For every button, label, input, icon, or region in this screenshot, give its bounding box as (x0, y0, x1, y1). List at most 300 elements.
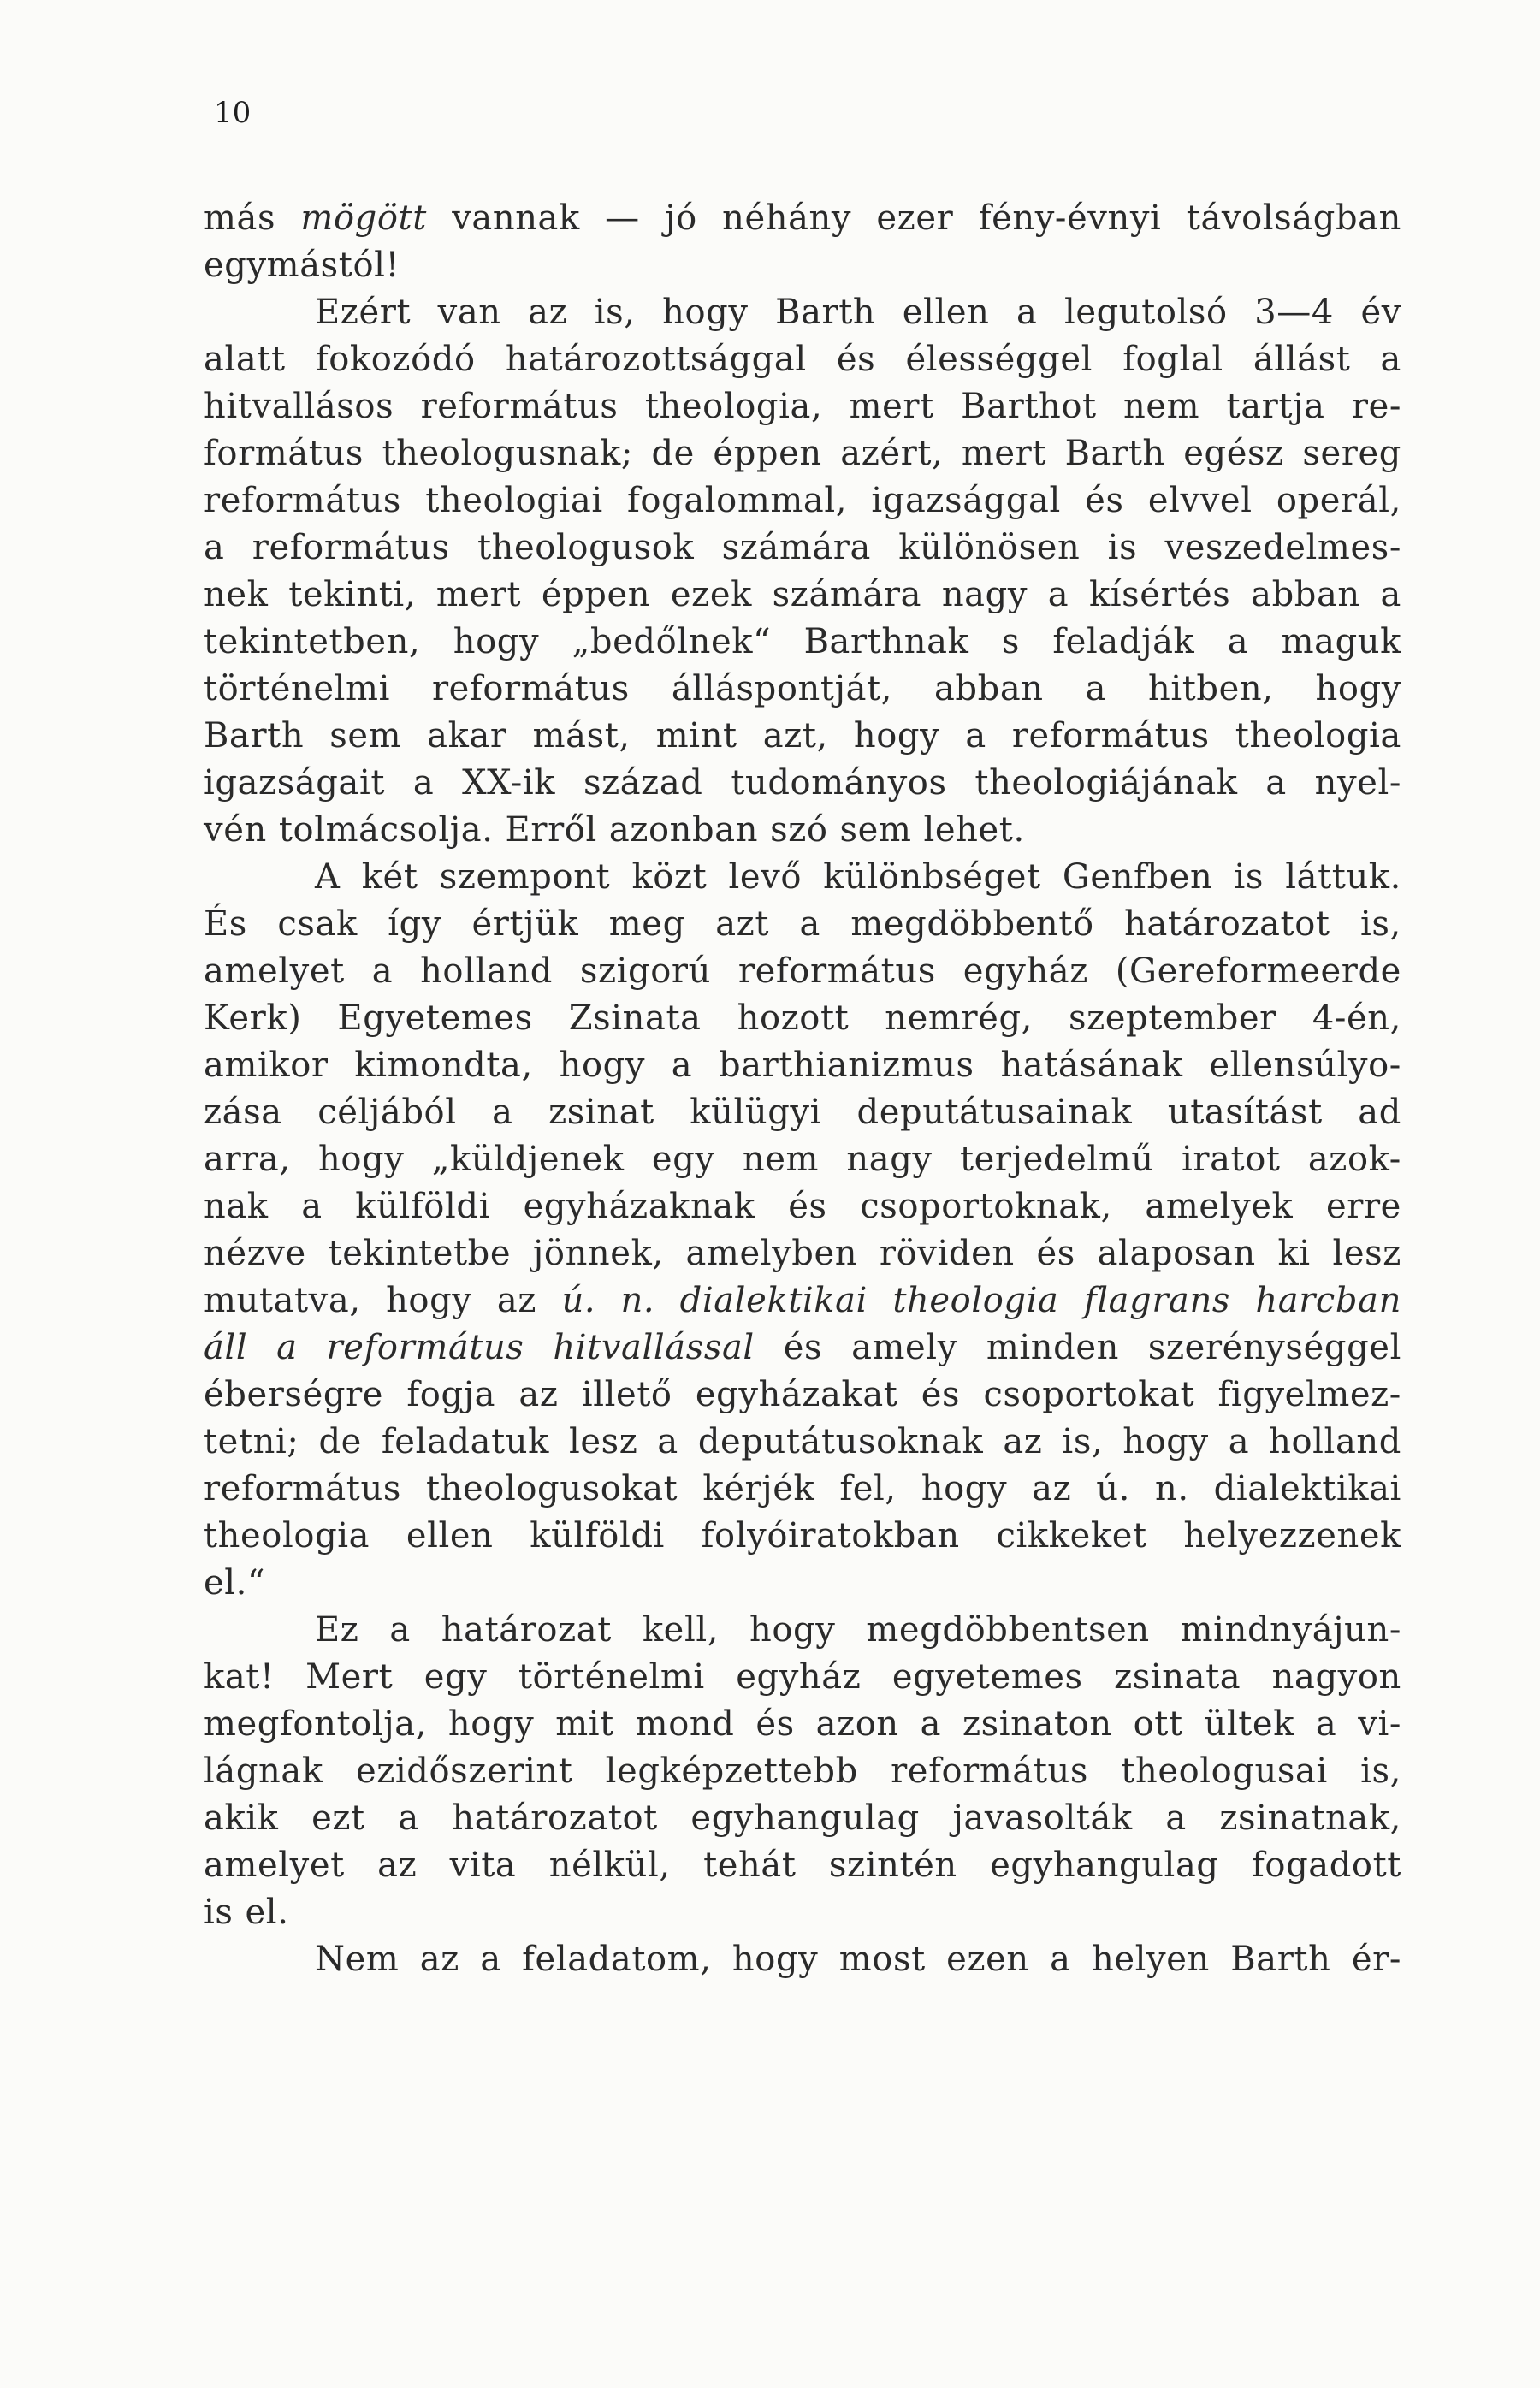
word: az (518, 1375, 559, 1414)
word: zsinatnak, (1219, 1798, 1401, 1838)
word: az (1032, 1469, 1072, 1508)
page-number: 10 (214, 96, 252, 130)
word: Barthnak (803, 622, 969, 661)
italic-word: dialektikai (679, 1281, 868, 1320)
word: zsinata (1114, 1657, 1241, 1697)
text-line (204, 1654, 1401, 1701)
word: megdöbbentsen (866, 1610, 1150, 1650)
word: így (388, 904, 442, 944)
word: mert (849, 387, 934, 426)
word: szeptember (1068, 998, 1276, 1038)
word: tekintetben, (204, 622, 421, 661)
word: theologiai (425, 481, 603, 520)
word: ellensúlyo- (1209, 1046, 1401, 1085)
word: legutolsó (1063, 293, 1228, 332)
text-line (204, 1089, 1401, 1136)
word: kísértés (1088, 575, 1231, 614)
word: akar (427, 716, 507, 756)
text-line (204, 901, 1401, 948)
word: fogadott (1251, 1846, 1401, 1885)
word: dialektikai (1213, 1469, 1401, 1508)
word: református (204, 481, 401, 520)
word: református (420, 387, 619, 426)
word: s (1001, 622, 1020, 661)
word: nézve (204, 1234, 306, 1273)
text-line (204, 995, 1401, 1042)
word: nek (204, 575, 269, 614)
text-line (204, 383, 1401, 430)
word: abban (933, 669, 1044, 708)
word: egyetemes (891, 1657, 1083, 1697)
text-line (204, 1795, 1401, 1842)
word: is, (1360, 904, 1401, 944)
word: ellen (902, 293, 990, 332)
word: a (492, 1093, 513, 1132)
word: nélkül, (548, 1846, 671, 1885)
word: ezen (946, 1940, 1029, 1979)
word: Egyetemes (337, 998, 533, 1038)
word: feladatom, (522, 1940, 712, 1979)
word: határozatot (452, 1798, 658, 1838)
word: Barthot (961, 387, 1097, 426)
word: hogy (732, 1940, 819, 1979)
word: is, (594, 293, 636, 332)
text-line (204, 1748, 1401, 1795)
word: igazsággal (871, 481, 1061, 520)
word: operál, (1276, 481, 1401, 520)
word: jönnek, (532, 1234, 664, 1273)
word: a (1165, 1798, 1187, 1838)
word: lehet. (923, 810, 1025, 850)
word: a (1315, 1704, 1337, 1744)
word: sem (839, 810, 912, 850)
word: hogy (662, 293, 749, 332)
word: megfontolja, (204, 1704, 427, 1744)
word: legképzettebb (605, 1751, 858, 1791)
word: hozott (737, 998, 850, 1038)
word: egy (651, 1140, 715, 1179)
word: és (836, 340, 876, 379)
word: külföldi (355, 1187, 490, 1226)
word: theologia (204, 1516, 370, 1555)
word: református (431, 669, 630, 708)
word: hogy (853, 716, 940, 756)
word: is, (1360, 1751, 1401, 1791)
word: maguk (1281, 622, 1401, 661)
word: theologiájának (974, 763, 1238, 803)
word: egyház (736, 1657, 862, 1697)
text-line (204, 713, 1401, 760)
word: az (1003, 1422, 1043, 1461)
word: veszedelmes- (1164, 528, 1401, 567)
word: amelyek (1145, 1187, 1294, 1226)
word: fokozódó (315, 340, 476, 379)
word: értjük (471, 904, 579, 944)
text-line (204, 1513, 1401, 1560)
word: figyelmez- (1217, 1375, 1401, 1414)
word: sereg (1302, 434, 1401, 473)
word: tolmácsolja. (278, 810, 494, 850)
word: theologusnak; (382, 434, 633, 473)
word: külföldi (530, 1516, 665, 1555)
word: láttuk. (1285, 857, 1401, 897)
word: a (965, 716, 986, 756)
word: holland (420, 951, 553, 991)
word: szempont (439, 857, 611, 897)
italic-word: theologia (892, 1281, 1059, 1320)
word: és (1085, 481, 1124, 520)
word: nemrég, (885, 998, 1033, 1038)
text-line (204, 430, 1401, 477)
italic-word: hitvallással (553, 1328, 755, 1367)
word: formátus (204, 434, 364, 473)
word: theologia (1235, 716, 1401, 756)
word: theologusok (477, 528, 695, 567)
text-line (204, 1419, 1401, 1466)
word: vannak (452, 199, 580, 238)
word: az (419, 1940, 459, 1979)
text-line (204, 1324, 1401, 1372)
word: feladják (1052, 622, 1195, 661)
word: éberségre (204, 1375, 384, 1414)
word: a (371, 951, 394, 991)
word: ki (1277, 1234, 1311, 1273)
word: szigorú (579, 951, 711, 991)
text-line (204, 854, 1401, 901)
word: tetni; (204, 1422, 299, 1461)
word: röviden (879, 1234, 1015, 1273)
word: 4-én, (1312, 998, 1401, 1038)
word: szintén (828, 1846, 957, 1885)
word: iratot (1181, 1140, 1281, 1179)
word: élességgel (905, 340, 1093, 379)
word: alaposan (1097, 1234, 1256, 1273)
word: ezer (876, 199, 954, 238)
text-line (204, 807, 1401, 854)
text-line (204, 572, 1401, 619)
word: azért, (840, 434, 944, 473)
word: sem (329, 716, 402, 756)
word: hogy (921, 1469, 1008, 1508)
word: theologusokat (425, 1469, 678, 1508)
word: hogy (1315, 669, 1401, 708)
word: utasítást (1167, 1093, 1323, 1132)
word: néhány (722, 199, 852, 238)
word: lesz (568, 1422, 638, 1461)
word: közt (631, 857, 708, 897)
word: amelyet (204, 1846, 345, 1885)
word: év (1360, 293, 1401, 332)
word: számára (772, 575, 922, 614)
word: deputátusoknak (697, 1422, 984, 1461)
italic-word: mögött (300, 199, 427, 238)
word: református (891, 1751, 1089, 1791)
word: azt (715, 904, 770, 944)
word: theologusai (1121, 1751, 1328, 1791)
word: a (671, 1046, 693, 1085)
text-line (204, 1136, 1401, 1183)
word: is (1234, 857, 1265, 897)
italic-word: a (276, 1328, 298, 1367)
word: zsinat (548, 1093, 654, 1132)
word: akik (204, 1798, 279, 1838)
word: mint (655, 716, 737, 756)
word: az (377, 1846, 418, 1885)
word: el.“ (204, 1563, 266, 1603)
word: csoportoknak, (860, 1187, 1112, 1226)
word: mond (635, 1704, 735, 1744)
word: ú. (1096, 1469, 1130, 1508)
word: nem (1123, 387, 1200, 426)
word: ér- (1351, 1940, 1401, 1979)
word: levő (728, 857, 803, 897)
word: hogy (1122, 1422, 1209, 1461)
text-line (204, 1560, 1401, 1607)
word: — (605, 199, 640, 238)
word: céljából (317, 1093, 457, 1132)
word: kat! (204, 1657, 275, 1697)
word: Zsinata (568, 998, 702, 1038)
text-line (204, 524, 1401, 572)
word: zása (204, 1093, 282, 1132)
word: a (1085, 669, 1107, 708)
word: kimondta, (354, 1046, 533, 1085)
text-line (204, 619, 1401, 666)
word: elvvel (1147, 481, 1253, 520)
word: Erről (505, 810, 597, 850)
word: amikor (204, 1046, 329, 1085)
word: igazságait (204, 763, 386, 803)
word: egyházakat (695, 1375, 898, 1414)
word: javasolták (952, 1798, 1133, 1838)
word: a (412, 763, 435, 803)
word: hogy (317, 1140, 405, 1179)
word: tudományos (731, 763, 947, 803)
text-line (204, 1936, 1401, 1983)
text-line (204, 1842, 1401, 1889)
word: Ez (315, 1610, 359, 1650)
word: egymástól! (204, 246, 400, 285)
word: nagyon (1271, 1657, 1401, 1697)
word: két (361, 857, 418, 897)
word: határozottsággal (505, 340, 807, 379)
italic-word: n. (620, 1281, 655, 1320)
word: lágnak (204, 1751, 323, 1791)
word: szó (770, 810, 828, 850)
word: foglal (1122, 340, 1223, 379)
word: folyóiratokban (701, 1516, 960, 1555)
word: Barth (1064, 434, 1165, 473)
word: református (204, 1469, 401, 1508)
word: Nem (315, 1940, 400, 1979)
word: hogy (559, 1046, 646, 1085)
text-line (204, 1183, 1401, 1230)
word: de (318, 1422, 362, 1461)
word: a (1265, 763, 1287, 803)
italic-word: áll (204, 1328, 248, 1367)
text-line (204, 1042, 1401, 1089)
word: vita (449, 1846, 517, 1885)
word: határozatot (1124, 904, 1330, 944)
word: mindnyájun- (1180, 1610, 1401, 1650)
word: azt, (762, 716, 828, 756)
word: hatásának (1000, 1046, 1183, 1085)
word: megdöbbentő (850, 904, 1094, 944)
word: mert (435, 575, 522, 614)
text-line (204, 948, 1401, 995)
word: azonban (608, 810, 759, 850)
word: jó (665, 199, 697, 238)
word: csak (277, 904, 358, 944)
word: egyhangulag (990, 1846, 1219, 1885)
word: álláspontját, (671, 669, 893, 708)
word: amelyben (685, 1234, 858, 1273)
word: és (1036, 1234, 1075, 1273)
word: nagy (846, 1140, 933, 1179)
word: az (528, 293, 568, 332)
word: egyházaknak (523, 1187, 755, 1226)
word: a (799, 904, 820, 944)
word: a (480, 1940, 501, 1979)
word: (Gereformeerde (1115, 951, 1401, 991)
word: ott (1133, 1704, 1183, 1744)
text-line (204, 666, 1401, 713)
word: azon (815, 1704, 899, 1744)
word: minden (986, 1328, 1119, 1367)
word: XX-ik (462, 763, 556, 803)
word: kell, (642, 1610, 720, 1650)
word: n. (1154, 1469, 1189, 1508)
word: vi- (1358, 1704, 1401, 1744)
word: „bedőlnek“ (572, 622, 772, 661)
word: ezidőszerint (355, 1751, 573, 1791)
word: történelmi (204, 669, 390, 708)
word: is (204, 1893, 234, 1932)
word: állást (1253, 340, 1351, 379)
word: a (1050, 1940, 1071, 1979)
word: a (1380, 340, 1401, 379)
word: egyház (962, 951, 1088, 991)
word: külügyi (690, 1093, 822, 1132)
word: különösen (898, 528, 1081, 567)
word: ültek (1204, 1704, 1295, 1744)
word: és (788, 1187, 827, 1226)
word: van (437, 293, 501, 332)
word: Barth (775, 293, 876, 332)
word: tehát (703, 1846, 797, 1885)
word: zsinaton (962, 1704, 1112, 1744)
word: deputátusainak (856, 1093, 1133, 1132)
word: most (838, 1940, 926, 1979)
word: szerénységgel (1147, 1328, 1401, 1367)
word: A (315, 857, 341, 897)
word: egy (424, 1657, 488, 1697)
word: éppen (713, 434, 822, 473)
word: református (1011, 716, 1210, 756)
word: a (1228, 1422, 1250, 1461)
word: más (204, 199, 276, 238)
word: távolságban (1186, 199, 1401, 238)
word: Kerk) (204, 998, 302, 1038)
word: az (496, 1281, 537, 1320)
word: ezek (670, 575, 752, 614)
word: fény-évnyi (978, 199, 1162, 238)
text-line (204, 1466, 1401, 1513)
word: re- (1351, 387, 1401, 426)
word: Mert (305, 1657, 394, 1697)
word: erre (1325, 1187, 1401, 1226)
word: azok- (1307, 1140, 1401, 1179)
word: hitben, (1148, 669, 1274, 708)
text-line (204, 195, 1401, 242)
text-line (204, 1889, 1401, 1936)
word: fogalommal, (627, 481, 848, 520)
word: és (921, 1375, 961, 1414)
word: ezt (311, 1798, 365, 1838)
word: hogy (749, 1610, 836, 1650)
word: Genfben (1062, 857, 1213, 897)
word: a (1227, 622, 1249, 661)
word: a (389, 1610, 411, 1650)
word: Barth (204, 716, 305, 756)
word: hogy (453, 622, 540, 661)
word: el. (245, 1893, 289, 1932)
word: de (651, 434, 695, 473)
word: történelmi (518, 1657, 705, 1697)
text-line (204, 1230, 1401, 1277)
word: és (755, 1704, 795, 1744)
word: cikkeket (996, 1516, 1147, 1555)
word: a (920, 1704, 942, 1744)
word: tekintetbe (328, 1234, 512, 1273)
word: nem (742, 1140, 820, 1179)
word: a (204, 528, 225, 567)
text-line (204, 760, 1401, 807)
word: nagy (941, 575, 1028, 614)
text-line (204, 1372, 1401, 1419)
word: református (252, 528, 450, 567)
word: amelyet (204, 951, 345, 991)
word: vén (204, 810, 267, 850)
word: mást, (532, 716, 631, 756)
word: tekinti, (288, 575, 417, 614)
word: hitvallásos (204, 387, 394, 426)
italic-word: flagrans (1083, 1281, 1230, 1320)
word: theologia, (644, 387, 823, 426)
word: 3—4 (1254, 293, 1334, 332)
word: a (1047, 575, 1069, 614)
word: éppen (541, 575, 651, 614)
text-line (204, 1607, 1401, 1654)
word: Ezért (315, 293, 412, 332)
text-line (204, 242, 1401, 289)
word: nyel- (1314, 763, 1401, 803)
word: helyezzenek (1183, 1516, 1401, 1555)
word: És (204, 904, 247, 944)
word: is, (1062, 1422, 1104, 1461)
word: a (657, 1422, 678, 1461)
word: illető (581, 1375, 672, 1414)
word: is (1107, 528, 1138, 567)
word: református (737, 951, 936, 991)
word: különbséget (823, 857, 1041, 897)
word: hogy (386, 1281, 472, 1320)
word: ellen (406, 1516, 494, 1555)
word: lesz (1332, 1234, 1401, 1273)
word: kérjék (702, 1469, 815, 1508)
italic-word: ú. (561, 1281, 596, 1320)
word: nak (204, 1187, 269, 1226)
